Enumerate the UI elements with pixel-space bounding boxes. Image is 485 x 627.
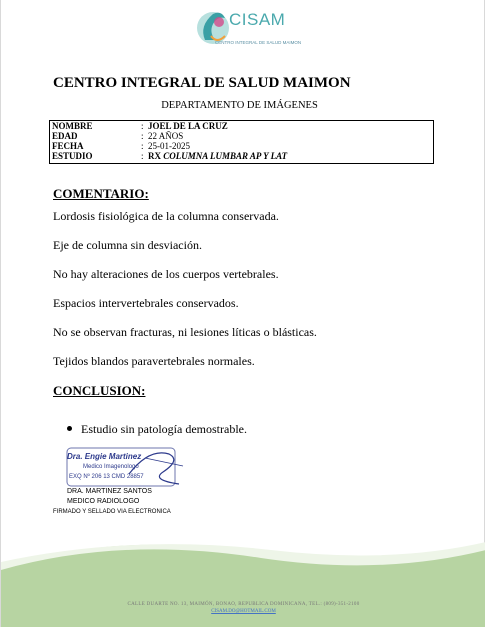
department-title: DEPARTAMENTO DE IMÁGENES bbox=[161, 100, 318, 111]
comment-line: No se observan fracturas, ni lesiones líticas o blásticas. bbox=[53, 325, 317, 339]
patient-info-box bbox=[49, 120, 434, 164]
comment-line: No hay alteraciones de los cuerpos vertebrales. bbox=[53, 267, 279, 281]
info-colon: : bbox=[141, 141, 144, 151]
info-colon: : bbox=[141, 151, 144, 161]
footer-address: CALLE DUARTE NO. 13, MAIMÓN, BONAO, REPUBLICA DOMINICANA, TEL.: (809)-351-2100 bbox=[127, 602, 360, 607]
signer-name: DRA. MARTINEZ SANTOS bbox=[67, 488, 152, 495]
bullet-icon bbox=[67, 426, 72, 431]
info-colon: : bbox=[141, 131, 144, 141]
info-key: FECHA bbox=[52, 141, 84, 151]
footer-email-link[interactable]: CISAM.DO@HOTMAIL.COM bbox=[211, 609, 276, 614]
info-key: ESTUDIO bbox=[52, 151, 93, 161]
study-date: 25-01-2025 bbox=[148, 141, 190, 151]
conclusion-item: Estudio sin patología demostrable. bbox=[81, 422, 247, 436]
stamp-license: EXQ Nº 206 13 CMD 28857 bbox=[69, 474, 144, 480]
patient-age: 22 AÑOS bbox=[148, 131, 184, 141]
comment-line: Eje de columna sin desviación. bbox=[53, 238, 202, 252]
conclusion-heading: CONCLUSION: bbox=[53, 383, 146, 398]
patient-name: JOEL DE LA CRUZ bbox=[148, 121, 228, 131]
signature-note: FIRMADO Y SELLADO VIA ELECTRONICA bbox=[53, 509, 171, 515]
info-key: NOMBRE bbox=[52, 121, 93, 131]
stamp-role: Medico Imagenologo bbox=[83, 464, 139, 470]
comment-line: Tejidos blandos paravertebrales normales. bbox=[53, 354, 255, 368]
info-colon: : bbox=[141, 121, 144, 131]
info-key: EDAD bbox=[52, 131, 78, 141]
logo-subtitle: CENTRO INTEGRAL DE SALUD MAIMON bbox=[215, 40, 302, 45]
comentario-heading: COMENTARIO: bbox=[53, 186, 149, 201]
signer-role: MEDICO RADIOLOGO bbox=[67, 498, 140, 505]
logo-text: CISAM bbox=[229, 10, 286, 29]
study-type: RX COLUMNA LUMBAR AP Y LAT bbox=[148, 151, 288, 161]
comment-line: Lordosis fisiológica de la columna conservada. bbox=[53, 209, 279, 223]
comment-line: Espacios intervertebrales conservados. bbox=[53, 296, 239, 310]
page-title: CENTRO INTEGRAL DE SALUD MAIMON bbox=[53, 75, 351, 91]
stamp-name: Dra. Engie Martinez bbox=[67, 452, 142, 461]
